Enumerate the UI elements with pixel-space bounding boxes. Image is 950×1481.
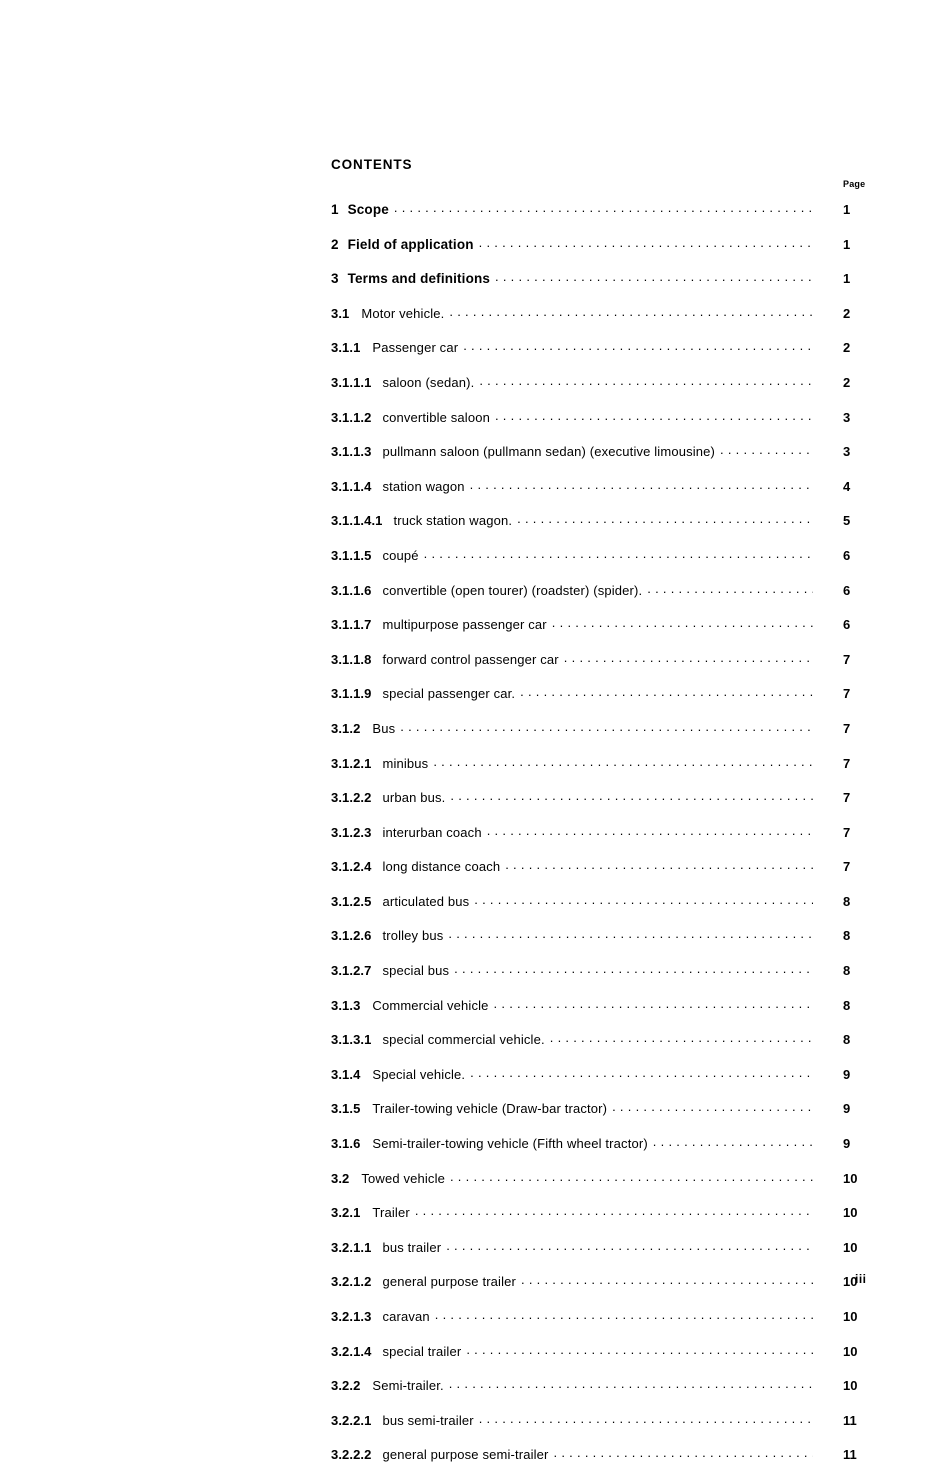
toc-entry-number: 3.2.1.2 [331,1274,372,1290]
page-column-header-label: Page [843,179,866,189]
toc-entry[interactable] [331,1204,876,1239]
toc-entry-number: 3.2.2.2 [331,1447,372,1463]
toc-dot-leader [449,1377,813,1390]
toc-entry-title: minibus [382,755,429,771]
toc-entry-title: trolley bus [382,928,444,944]
toc-entry-page-number: 10 [843,1274,858,1290]
toc-entry-page-number: 2 [843,340,851,356]
toc-entry[interactable] [331,651,876,686]
toc-entry-number: 3.1.2.4 [331,859,372,875]
toc-dot-leader [479,374,813,387]
toc-entry-page-number: 10 [843,1378,858,1394]
toc-entry-number: 3.1.1.7 [331,617,372,633]
toc-entry-page-number: 1 [843,236,851,252]
toc-entry-page-number: 8 [843,997,851,1013]
toc-dot-leader [520,685,813,698]
toc-entry-page-number: 7 [843,790,851,806]
toc-entry-title: Field of application [347,236,474,252]
toc-entry-number: 3.1.1.8 [331,651,372,667]
toc-entry[interactable] [331,997,876,1032]
toc-entry[interactable] [331,1066,876,1101]
toc-dot-leader [394,201,813,214]
toc-entry[interactable] [331,201,876,236]
toc-entry-page-number: 9 [843,1136,851,1152]
toc-entry-title: Trailer-towing vehicle (Draw-bar tractor) [372,1101,608,1117]
toc-dot-leader [400,720,813,733]
toc-entry-page-number: 3 [843,409,851,425]
toc-dot-leader [470,1066,813,1079]
toc-entry-title: special commercial vehicle. [382,1032,545,1048]
toc-entry-number: 3.1.1.3 [331,444,372,460]
toc-dot-leader [552,616,813,629]
toc-entry-title: coupé [382,547,419,563]
toc-entry-title: Motor vehicle. [361,305,445,321]
toc-entry[interactable] [331,305,876,340]
toc-entry-title: Semi-trailer-towing vehicle (Fifth wheel tractor) [372,1136,648,1152]
toc-dot-leader [479,1412,813,1425]
toc-dot-leader [448,927,813,940]
toc-entry[interactable] [331,236,876,271]
toc-entry-title: truck station wagon. [393,513,513,529]
toc-entry-page-number: 10 [843,1170,858,1186]
toc-entry-number: 3.1.1.1 [331,374,372,390]
toc-entry-page-number: 1 [843,271,851,287]
toc-dot-leader [612,1100,813,1113]
toc-entry[interactable] [331,1100,876,1135]
toc-entry[interactable] [331,1308,876,1343]
toc-entry-title: bus semi-trailer [382,1412,474,1428]
toc-entry-number: 3.1.2.7 [331,963,372,979]
toc-entry-title: saloon (sedan). [382,374,475,390]
toc-entry[interactable] [331,512,876,547]
toc-entry[interactable] [331,1412,876,1447]
toc-dot-leader [449,305,813,318]
toc-entry-page-number: 10 [843,1205,858,1221]
toc-entry-title: Passenger car [372,340,459,356]
toc-entry[interactable] [331,1446,876,1481]
toc-entry-page-number: 8 [843,1032,851,1048]
toc-entry-title: caravan [382,1309,430,1324]
toc-entry-page-number: 9 [843,1066,851,1082]
toc-entry[interactable] [331,1343,876,1378]
toc-entry-title: multipurpose passenger car [382,617,547,633]
toc-entry-number: 3.1.1.4 [331,478,372,494]
toc-entry[interactable] [331,1239,876,1274]
toc-dot-leader [454,962,813,975]
toc-entry-title: Bus [372,720,396,736]
toc-entry-number: 1 [331,202,339,217]
toc-entry-number: 3.2.2 [331,1378,361,1394]
toc-entry[interactable] [331,374,876,409]
toc-entry[interactable] [331,1377,876,1412]
toc-dot-leader [495,270,813,283]
toc-entry-page-number: 4 [843,478,851,494]
toc-entry-number: 3.2.1 [331,1205,361,1221]
toc-entry-number: 3.1.5 [331,1101,361,1117]
toc-dot-leader [446,1239,813,1252]
toc-dot-leader [494,997,813,1010]
toc-entry-page-number: 10 [843,1239,858,1255]
toc-dot-leader [450,1170,813,1183]
toc-dot-leader [554,1446,813,1459]
toc-entry-title: Special vehicle. [372,1066,466,1082]
toc-entry-number: 3.1.2 [331,720,361,736]
toc-entry[interactable] [331,409,876,444]
toc-entry-number: 3.1.1.9 [331,686,372,702]
toc-entry-number: 3.1.3.1 [331,1032,372,1048]
toc-entry-number: 3.1.2.1 [331,755,372,771]
toc-entry-number: 3.1.2.6 [331,928,372,944]
toc-entry-title: Terms and definitions [347,271,491,287]
toc-entry-title: interurban coach [382,824,482,840]
page-folio: iii [855,1272,867,1286]
toc-entry-title: Scope [347,202,389,217]
toc-dot-leader [433,755,813,768]
toc-entry[interactable] [331,824,876,859]
toc-entry-page-number: 2 [843,374,851,390]
toc-entry-page-number: 8 [843,893,851,909]
toc-entry-title: urban bus. [382,790,446,806]
toc-dot-leader [647,582,813,595]
toc-entry-title: station wagon [382,478,465,494]
toc-entry-number: 3.1 [331,305,350,321]
toc-entry-title: convertible saloon [382,409,490,425]
toc-entry-title: Trailer [372,1205,410,1221]
toc-entry-number: 3.1.1 [331,340,361,356]
toc-entry-list [331,201,876,1481]
toc-entry-page-number: 8 [843,928,851,944]
toc-entry-title: convertible (open tourer) (roadster) (spider). [382,582,643,598]
toc-entry-page-number: 7 [843,720,851,736]
toc-dot-leader [653,1135,813,1148]
toc-entry-title: bus trailer [382,1239,442,1255]
toc-entry-title: articulated bus [382,893,470,909]
toc-entry-title: Commercial vehicle [372,997,489,1013]
toc-entry[interactable] [331,927,876,962]
toc-entry-number: 3.1.1.6 [331,582,372,598]
toc-entry-page-number: 6 [843,582,851,598]
toc-entry[interactable] [331,755,876,790]
toc-entry[interactable] [331,339,876,374]
toc-entry-page-number: 7 [843,824,851,840]
toc-entry-page-number: 6 [843,617,851,633]
toc-dot-leader [479,236,813,249]
toc-dot-leader [466,1343,813,1356]
toc-dot-leader [424,547,813,560]
toc-entry-title: special passenger car. [382,686,516,702]
toc-entry[interactable] [331,789,876,824]
toc-entry[interactable] [331,1031,876,1066]
toc-entry-page-number: 11 [843,1412,857,1428]
toc-dot-leader [435,1308,813,1321]
toc-entry[interactable] [331,270,876,305]
toc-entry-title: general purpose trailer [382,1274,516,1290]
toc-dot-leader [463,339,813,352]
toc-entry-number: 3.1.6 [331,1136,361,1152]
toc-entry-number: 3.2 [331,1170,350,1186]
toc-dot-leader [550,1031,813,1044]
page-title: CONTENTS [331,157,413,172]
toc-entry[interactable] [331,893,876,928]
toc-entry-page-number: 10 [843,1343,858,1359]
toc-dot-leader [415,1204,813,1217]
toc-entry-page-number: 1 [843,202,851,217]
toc-entry-title: long distance coach [382,859,501,875]
toc-dot-leader [450,789,813,802]
toc-entry-title: forward control passenger car [382,651,559,667]
toc-entry-page-number: 2 [843,305,851,321]
toc-entry-page-number: 8 [843,963,851,979]
toc-entry-title: special bus [382,963,450,979]
toc-entry-page-number: 10 [843,1309,858,1324]
toc-entry[interactable] [331,616,876,651]
toc-entry-page-number: 7 [843,755,851,771]
toc-entry-page-number: 6 [843,547,851,563]
toc-dot-leader [521,1273,813,1286]
toc-dot-leader [720,443,813,456]
toc-entry-title: special trailer [382,1343,462,1359]
toc-entry-number: 3.2.1.3 [331,1309,372,1324]
toc-entry-title: pullmann saloon (pullmann sedan) (executive limousine) [382,444,716,460]
toc-entry-title: general purpose semi-trailer [382,1447,549,1463]
toc-entry-number: 3.2.1.4 [331,1343,372,1359]
toc-dot-leader [517,512,813,525]
toc-entry[interactable] [331,443,876,478]
toc-entry-number: 3.1.1.2 [331,409,372,425]
toc-entry[interactable] [331,547,876,582]
toc-dot-leader [474,893,813,906]
toc-entry[interactable] [331,1170,876,1205]
toc-entry[interactable] [331,858,876,893]
toc-entry[interactable] [331,1135,876,1170]
toc-entry-title: Semi-trailer. [372,1378,444,1394]
toc-entry-page-number: 7 [843,651,851,667]
toc-entry[interactable] [331,1273,876,1308]
toc-entry-title: Towed vehicle [361,1170,445,1186]
toc-entry-page-number: 9 [843,1101,851,1117]
toc-dot-leader [470,478,813,491]
table-of-contents [331,157,876,1463]
toc-entry-number: 2 [331,236,339,252]
toc-entry[interactable] [331,478,876,513]
toc-dot-leader [564,651,813,664]
toc-entry-page-number: 5 [843,513,851,529]
toc-entry-number: 3.1.1.4.1 [331,513,383,529]
toc-dot-leader [487,824,813,837]
toc-entry-number: 3.1.4 [331,1066,361,1082]
toc-dot-leader [495,409,813,422]
toc-entry[interactable] [331,720,876,755]
toc-entry-number: 3.1.2.3 [331,824,372,840]
toc-entry-number: 3.1.2.2 [331,790,372,806]
toc-entry-page-number: 3 [843,444,851,460]
toc-entry[interactable] [331,582,876,617]
toc-entry-number: 3.2.1.1 [331,1239,372,1255]
toc-entry-number: 3.1.2.5 [331,893,372,909]
toc-entry-number: 3.1.3 [331,997,361,1013]
toc-dot-leader [505,858,813,871]
toc-entry-page-number: 11 [843,1447,857,1463]
toc-entry[interactable] [331,685,876,720]
toc-entry-page-number: 7 [843,686,851,702]
toc-entry[interactable] [331,962,876,997]
toc-entry-number: 3.2.2.1 [331,1412,372,1428]
toc-entry-number: 3 [331,271,339,287]
toc-entry-number: 3.1.1.5 [331,547,372,563]
page-column-header [816,179,876,189]
toc-entry-page-number: 7 [843,859,851,875]
